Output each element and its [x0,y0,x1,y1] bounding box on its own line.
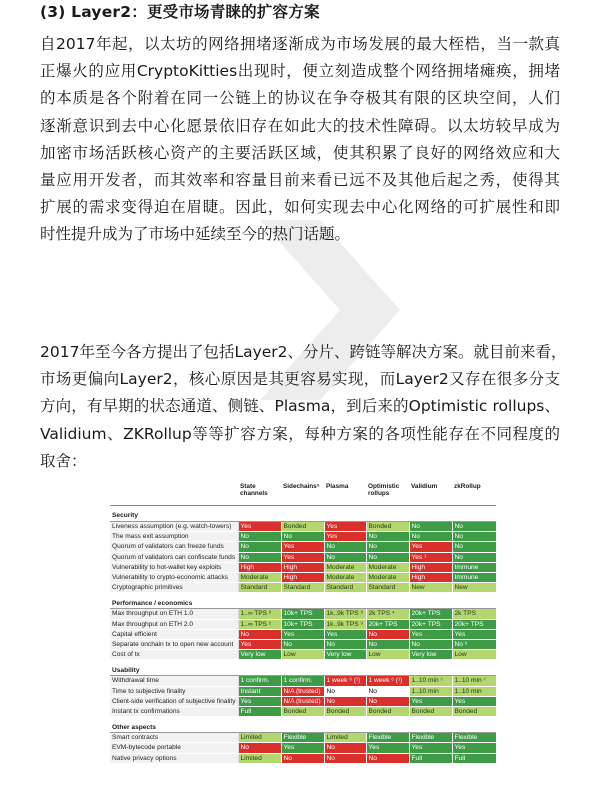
row-label: The mass exit assumption [110,532,238,542]
table-cell: Bonded [409,707,452,717]
paragraph-line: 逐渐意识到去中心化愿景依旧存在如此大的技术性障碍。以太坊较早成为 [40,116,560,135]
row-label: Separate onchain tx to open new account [110,640,238,650]
row-label: Max throughput on ETH 2.0 [110,619,238,629]
table-cell: No [452,552,496,562]
table-cell: 1..10 min [409,686,452,696]
table-cell: Full [409,753,452,763]
table-cell: Instant [238,686,281,696]
row-label: EVM-bytecode portable [110,743,238,753]
row-label: Cryptographic primitives [110,583,238,593]
table-cell: Immune [452,573,496,583]
table-cell: No [409,532,452,542]
table-cell: Yes [409,743,452,753]
table-row [110,552,496,562]
table-body [110,506,496,764]
row-label: Native privacy options [110,753,238,763]
table-cell: Yes [281,743,324,753]
row-label: Cost of tx [110,650,238,660]
table-cell: 10k+ TPS [281,619,324,629]
table-cell: 1k..9k TPS ³ [324,619,366,629]
table-cell: No [452,522,496,532]
table-cell: No [281,640,324,650]
row-label: Quorum of validators can freeze funds [110,542,238,552]
table-row [110,707,496,717]
table-cell: No [238,743,281,753]
row-label: Smart contracts [110,733,238,743]
table-cell: Moderate [324,562,366,572]
row-label: Capital efficient [110,629,238,639]
row-label: Time to subjective finality [110,686,238,696]
table-cell: 20k+ TPS [409,619,452,629]
table-cell: No [238,542,281,552]
paragraph-line: 扩展的需求变得迫在眉睫。因此，如何实现去中心化网络的可扩展性和即 [40,198,560,217]
table-row [110,733,496,743]
table-cell: Bonded [366,522,409,532]
table-cell: Standard [366,583,409,593]
table-cell: Yes [281,552,324,562]
table-cell: High [281,573,324,583]
table-cell: Bonded [281,522,324,532]
table-cell: Yes [281,542,324,552]
table-row [110,753,496,763]
paragraph-line: Validium、ZKRollup等等扩容方案，每种方案的各项性能存在不同程度的 [40,424,560,443]
header-cell: Sidechains⁵ [281,481,324,506]
table-cell: 1 week ⁶ (¹) [324,676,366,686]
table-cell: Standard [324,583,366,593]
paragraph-line: 取舍： [40,451,87,470]
table-cell: Yes [238,696,281,706]
table-cell: Low [452,650,496,660]
table-row [110,640,496,650]
table-cell: No [366,753,409,763]
table-cell: Yes [238,640,281,650]
table-cell: Bonded [452,707,496,717]
paragraph-line: 加密市场活跃核心资产的主要活跃区域，使其积累了良好的网络效应和大 [40,143,560,162]
table-row [110,573,496,583]
table-cell: Immune [452,562,496,572]
table-cell: No [281,753,324,763]
table-cell: 1..10 min ⁷ [409,676,452,686]
table-row [110,609,496,619]
table-cell: No [324,743,366,753]
table-cell: Moderate [238,573,281,583]
table-cell: High [409,573,452,583]
paragraph-line: 市场更偏向Layer2，核心原因是其更容易实现，而Layer2又存在很多分支 [40,370,560,389]
row-label: Liveness assumption (e.g. watch-towers) [110,522,238,532]
table-cell: No [366,532,409,542]
table-cell: Limited [238,733,281,743]
table-cell: Full [452,753,496,763]
table-cell: Limited [324,733,366,743]
table-cell: Flexible [452,733,496,743]
table-cell: 1..10 min ⁷ [452,676,496,686]
table-cell: No [324,686,366,696]
table-cell: No [238,552,281,562]
table-cell: Moderate [366,573,409,583]
table-row [110,562,496,572]
table-cell: High [238,562,281,572]
table-cell: No [324,640,366,650]
table-cell: Yes [409,542,452,552]
table-cell: Yes [238,522,281,532]
table-row [110,532,496,542]
table-row [110,743,496,753]
table-cell: No [366,629,409,639]
table-cell: 10k+ TPS [281,609,324,619]
paragraph-intro [40,31,560,249]
table-cell: 1..∞ TPS ² [238,609,281,619]
table-cell: New [452,583,496,593]
table-cell: Flexible [281,733,324,743]
table-cell: No [324,753,366,763]
table-cell: Yes [324,629,366,639]
table-row [110,696,496,706]
table-cell: 2k TPS [452,609,496,619]
header-cell: Optimistic rollups [366,481,409,506]
table-cell: Very low [409,650,452,660]
table-cell: No [324,542,366,552]
table-cell: 20k+ TPS [452,619,496,629]
table-row [110,650,496,660]
section-title: Usability [110,660,496,676]
table-cell: No [366,640,409,650]
table-cell: No [452,532,496,542]
table-cell: No ⁵ [452,640,496,650]
paragraph-line: 2017年至今各方提出了包括Layer2、分片、跨链等解决方案。就目前来看， [40,343,567,361]
table-row [110,676,496,686]
row-label: Max throughput on ETH 1.0 [110,609,238,619]
header-cell: zkRollup [452,481,496,506]
table-cell: N/A (trusted) [281,696,324,706]
table-cell: Low [366,650,409,660]
paragraph-line: 的本质是各个附着在同一公链上的协议在争夺极其有限的区块空间，人们 [40,89,560,108]
table-cell: Bonded [324,707,366,717]
table-section-row [110,717,496,733]
table-cell: Yes [281,629,324,639]
table-cell: No [366,542,409,552]
table-cell: Yes [409,696,452,706]
paragraph-line: 自2017年起，以太坊的网络拥堵逐渐成为市场发展的最大桎梏，当一款真 [40,35,560,53]
table-section-row [110,660,496,676]
table-cell: 1 confirm. [238,676,281,686]
table-cell: 1 week ⁶ (¹) [366,676,409,686]
table-cell: 1..∞ TPS ² [238,619,281,629]
table-cell: No [452,542,496,552]
layer2-comparison-table [110,481,496,764]
table-cell: No [409,640,452,650]
paragraph-line: 正爆火的应用CryptoKitties出现时，便立刻造成整个网络拥堵瘫痪，拥堵 [40,62,560,81]
header-cell: Plasma [324,481,366,506]
table-row [110,619,496,629]
section-title: Security [110,506,496,522]
table-row [110,583,496,593]
table-cell: No [324,696,366,706]
table-section-row [110,593,496,609]
table-cell: No [366,696,409,706]
row-label: Client-side verification of subjective finality [110,696,238,706]
table-cell: 20k+ TPS [409,609,452,619]
table-header-row [110,481,496,506]
table-cell: 2k TPS ⁴ [366,609,409,619]
table-cell: Limited [238,753,281,763]
section-heading: (3) Layer2：更受市场青睐的扩容方案 [40,3,320,21]
table-cell: Very low [238,650,281,660]
row-label: Quorum of validators can confiscate funds [110,552,238,562]
table-cell: Standard [238,583,281,593]
table-cell: High [281,562,324,572]
section-title: Other aspects [110,717,496,733]
table-row [110,522,496,532]
table-cell: Yes [366,743,409,753]
table-cell: Moderate [366,562,409,572]
table-cell: 1..10 min [452,686,496,696]
table-cell: No [281,532,324,542]
paragraph-solutions [40,339,567,475]
table-section-row [110,506,496,522]
header-cell: State channels [238,481,281,506]
table-cell: 1 confirm. [281,676,324,686]
table-cell: Yes [324,522,366,532]
table-cell: New [409,583,452,593]
row-label: Vulnerability to crypto-economic attacks [110,573,238,583]
table-cell: Moderate [324,573,366,583]
table-cell: Low [281,650,324,660]
comparison-table-image [110,481,496,789]
row-label: Vulnerability to hot-wallet key exploits [110,562,238,572]
table-cell: Flexible [409,733,452,743]
paragraph-line: 方向，有早期的状态通道、侧链、Plasma，到后来的Optimistic rollups、 [40,397,560,416]
paragraph-line: 时性提升成为了市场中延续至今的热门话题。 [40,225,351,244]
table-cell: Flexible [366,733,409,743]
table-cell: Bonded [366,707,409,717]
table-cell: No [409,522,452,532]
table-cell: N/A (trusted) [281,686,324,696]
table-cell: High [409,562,452,572]
table-cell: Standard [281,583,324,593]
table-cell: Yes [324,532,366,542]
table-cell: Yes [452,743,496,753]
table-cell: Bonded [281,707,324,717]
table-cell: 20k+ TPS [366,619,409,629]
header-cell: Validium [409,481,452,506]
table-cell: Yes [452,629,496,639]
table-cell: No [238,532,281,542]
table-cell: Very low [324,650,366,660]
table-cell: No [238,629,281,639]
section-title: Performance / economics [110,593,496,609]
table-cell: Yes ¹ [409,552,452,562]
header-cell [110,481,238,506]
table-row [110,542,496,552]
table-row [110,629,496,639]
table-cell: 1k..9k TPS ³ [324,609,366,619]
table-row [110,686,496,696]
table-cell: Yes [409,629,452,639]
table-cell: No [366,552,409,562]
table-cell: Yes [452,696,496,706]
table-cell: No [366,686,409,696]
paragraph-line: 量应用开发者，而其效率和容量目前来看已远不及其他后起之秀，使得其 [40,171,560,190]
row-label: Instant tx confirmations [110,707,238,717]
table-cell: No [324,552,366,562]
row-label: Withdrawal time [110,676,238,686]
table-cell: Full [238,707,281,717]
